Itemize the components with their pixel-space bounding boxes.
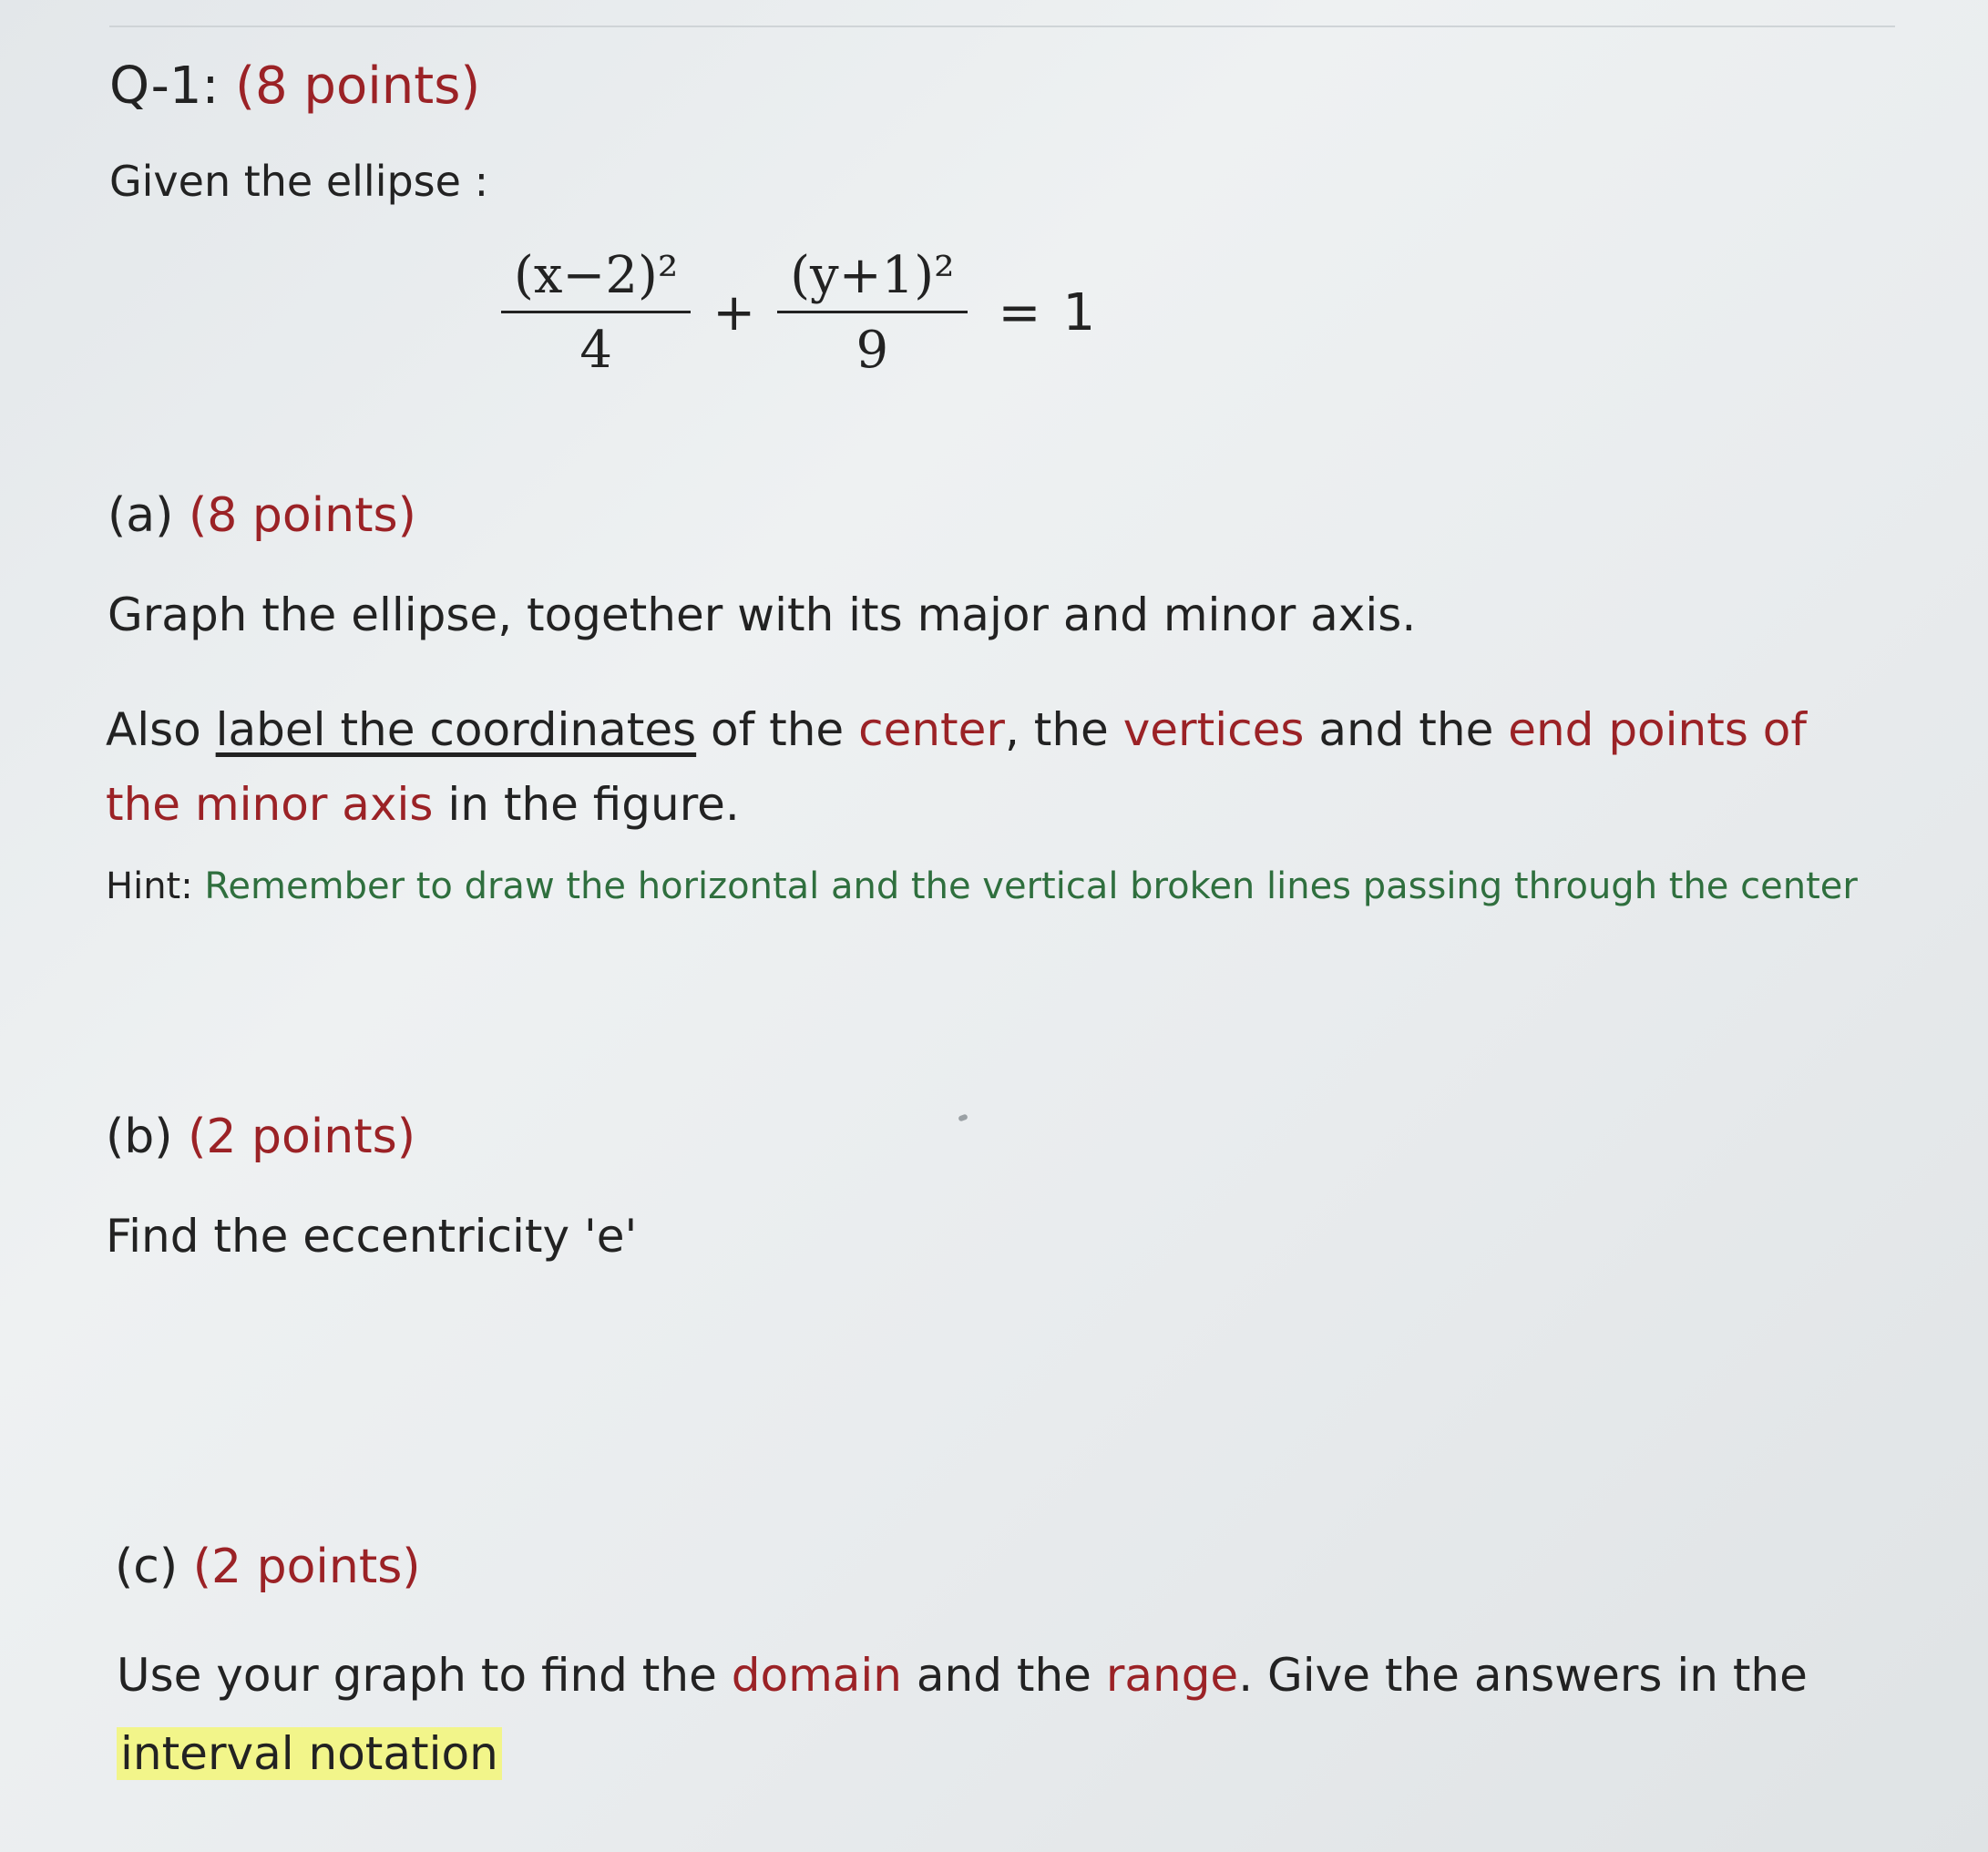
part-c-label: (c) [115, 1540, 179, 1594]
equation-rhs: 1 [1062, 283, 1096, 343]
dust-speck [958, 1113, 968, 1121]
part-b-heading [106, 1110, 415, 1164]
part-a-instruction: Graph the ellipse, together with its major and minor axis. [108, 588, 1417, 641]
in-figure-text: in the figure. [433, 778, 740, 831]
part-a-heading [108, 488, 416, 543]
part-c-points: (2 points) [192, 1540, 421, 1594]
of-the-text: of the [696, 703, 859, 756]
and-the-text-c: and the [902, 1649, 1106, 1702]
denominator-x: 4 [579, 321, 612, 380]
hint-text: Remember to draw the horizontal and the vertical broken lines passing through the center [204, 865, 1858, 907]
top-divider [109, 26, 1895, 27]
part-b-instruction: Find the eccentricity 'e' [106, 1210, 638, 1263]
and-the-text: and the [1304, 703, 1509, 756]
label-coordinates-text: label the coordinates [215, 703, 697, 756]
question-label: Q-1: [109, 56, 220, 116]
range-term: range [1105, 1649, 1239, 1702]
numerator-x: (x−2)² [501, 246, 691, 313]
vertices-term: vertices [1122, 703, 1305, 756]
question-points: (8 points) [235, 56, 481, 116]
fraction-x [501, 246, 691, 380]
question-title [109, 56, 480, 116]
give-text: . Give the answers in the [1238, 1649, 1808, 1702]
denominator-y: 9 [856, 321, 889, 380]
domain-term: domain [731, 1649, 902, 1702]
part-a-label-instruction [106, 692, 1864, 842]
interval-notation-highlight: interval notation [117, 1727, 502, 1780]
part-b-points: (2 points) [188, 1110, 416, 1164]
numerator-y: (y+1)² [777, 246, 967, 313]
part-c-heading [115, 1540, 421, 1594]
also-prefix: Also [106, 703, 216, 756]
center-term: center [858, 703, 1005, 756]
part-c-instruction [117, 1636, 1848, 1793]
plus-sign: + [712, 283, 756, 343]
part-b-label: (b) [106, 1110, 173, 1164]
comma-the-text: , the [1004, 703, 1123, 756]
hint-line [106, 865, 1858, 907]
part-a-points: (8 points) [188, 488, 416, 543]
hint-label: Hint: [106, 865, 193, 907]
part-a-label: (a) [108, 488, 174, 543]
end-points-term: end points of the minor axis [106, 703, 1807, 831]
use-prefix: Use your graph to find the [117, 1649, 732, 1702]
given-text: Given the ellipse : [109, 157, 489, 206]
ellipse-equation [492, 246, 1095, 380]
fraction-y [777, 246, 967, 380]
equals-sign: = [998, 283, 1041, 343]
